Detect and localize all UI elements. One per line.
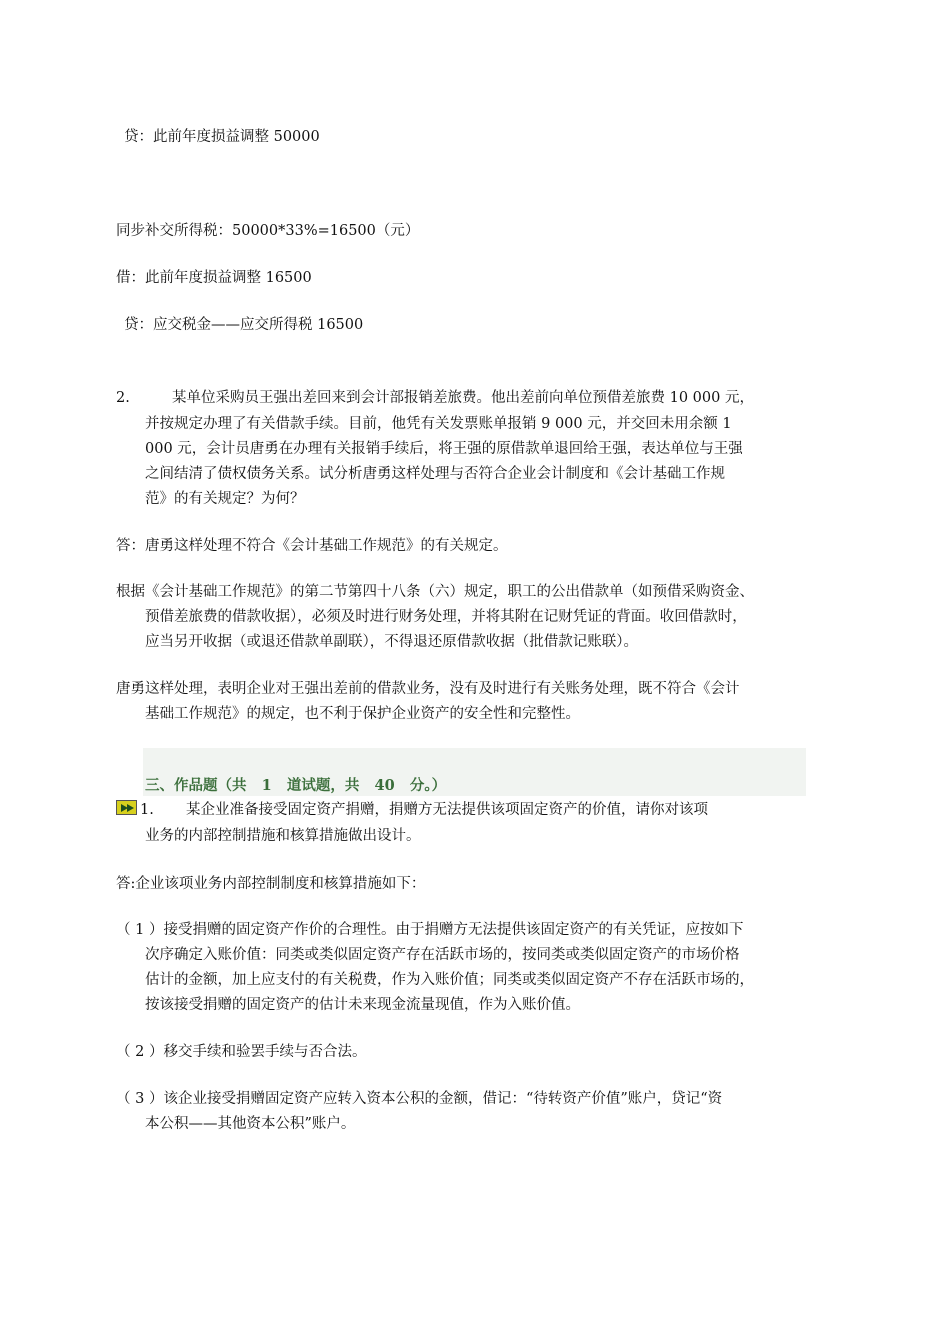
question-2-number: 2. bbox=[116, 390, 130, 406]
conclusion-line: 唐勇这样处理，表明企业对王强出差前的借款业务，没有及时进行有关账务处理，既不符合《会计 bbox=[116, 681, 740, 697]
item-1-line: 估计的金额，加上应支付的有关税费，作为入账价值；同类或类似固定资产不存在活跃市场的， bbox=[145, 972, 754, 988]
debit-entry-2: 借：此前年度损益调整 16500 bbox=[116, 270, 312, 286]
question-2-line: 某单位采购员王强出差回来到会计部报销差旅费。他出差前向单位预借差旅费 10 000 元， bbox=[172, 390, 754, 406]
question-2-line: 并按规定办理了有关借款手续。目前，他凭有关发票账单报销 9 000 元，并交回未用余额 1 bbox=[145, 416, 732, 432]
sync-tax-line: 同步补交所得税：50000*33%=16500（元） bbox=[116, 223, 420, 239]
item-2-line: （ 2 ）移交手续和验罢手续与否合法。 bbox=[116, 1044, 367, 1060]
item-1-line: （ 1 ）接受捐赠的固定资产作价的合理性。由于捐赠方无法提供该固定资产的有关凭证，应按如下 bbox=[116, 922, 744, 938]
section-3-question-line: 某企业准备接受固定资产捐赠，捐赠方无法提供该项固定资产的价值，请你对该项 bbox=[186, 802, 708, 818]
item-1-line: 按该接受捐赠的固定资产的估计未来现金流量现值，作为入账价值。 bbox=[145, 997, 580, 1013]
question-2-line: 000 元，会计员唐勇在办理有关报销手续后，将王强的原借款单退回给王强，表达单位与王强 bbox=[145, 441, 743, 457]
basis-line: 预借差旅费的借款收据），必须及时进行财务处理，并将其附在记财凭证的背面。收回借款时， bbox=[145, 609, 747, 625]
basis-line: 应当另开收据（或退还借款单副联），不得退还原借款收据（批借款记账联）。 bbox=[145, 634, 638, 650]
arrow-icon[interactable] bbox=[116, 800, 137, 815]
item-3-line: （ 3 ）该企业接受捐赠固定资产应转入资本公积的金额，借记：“待转资产价值”账户，贷记“资 bbox=[116, 1091, 723, 1107]
credit-entry-1: 贷：此前年度损益调整 50000 bbox=[124, 129, 320, 145]
conclusion-line: 基础工作规范》的规定，也不利于保护企业资产的安全性和完整性。 bbox=[145, 706, 580, 722]
section-3-answer: 答:企业该项业务内部控制制度和核算措施如下： bbox=[116, 876, 426, 892]
item-1-line: 次序确定入账价值：同类或类似固定资产存在活跃市场的，按同类或类似固定资产的市场价格 bbox=[145, 947, 740, 963]
section-3-question-number: 1. bbox=[140, 802, 154, 818]
section-3-question-line: 业务的内部控制措施和核算措施做出设计。 bbox=[145, 828, 421, 844]
credit-entry-2: 贷：应交税金——应交所得税 16500 bbox=[124, 317, 364, 333]
basis-line: 根据《会计基础工作规范》的第二节第四十八条（六）规定，职工的公出借款单（如预借采购资金、 bbox=[116, 584, 754, 600]
item-3-line: 本公积——其他资本公积”账户。 bbox=[145, 1116, 356, 1132]
question-2-answer: 答：唐勇这样处理不符合《会计基础工作规范》的有关规定。 bbox=[116, 538, 508, 554]
section-3-title: 三、作品题（共 1 道试题，共 40 分。） bbox=[145, 777, 447, 794]
question-2-line: 之间结清了债权债务关系。试分析唐勇这样处理与否符合企业会计制度和《会计基础工作规 bbox=[145, 466, 725, 482]
question-2-line: 范》的有关规定？为何？ bbox=[145, 491, 305, 507]
